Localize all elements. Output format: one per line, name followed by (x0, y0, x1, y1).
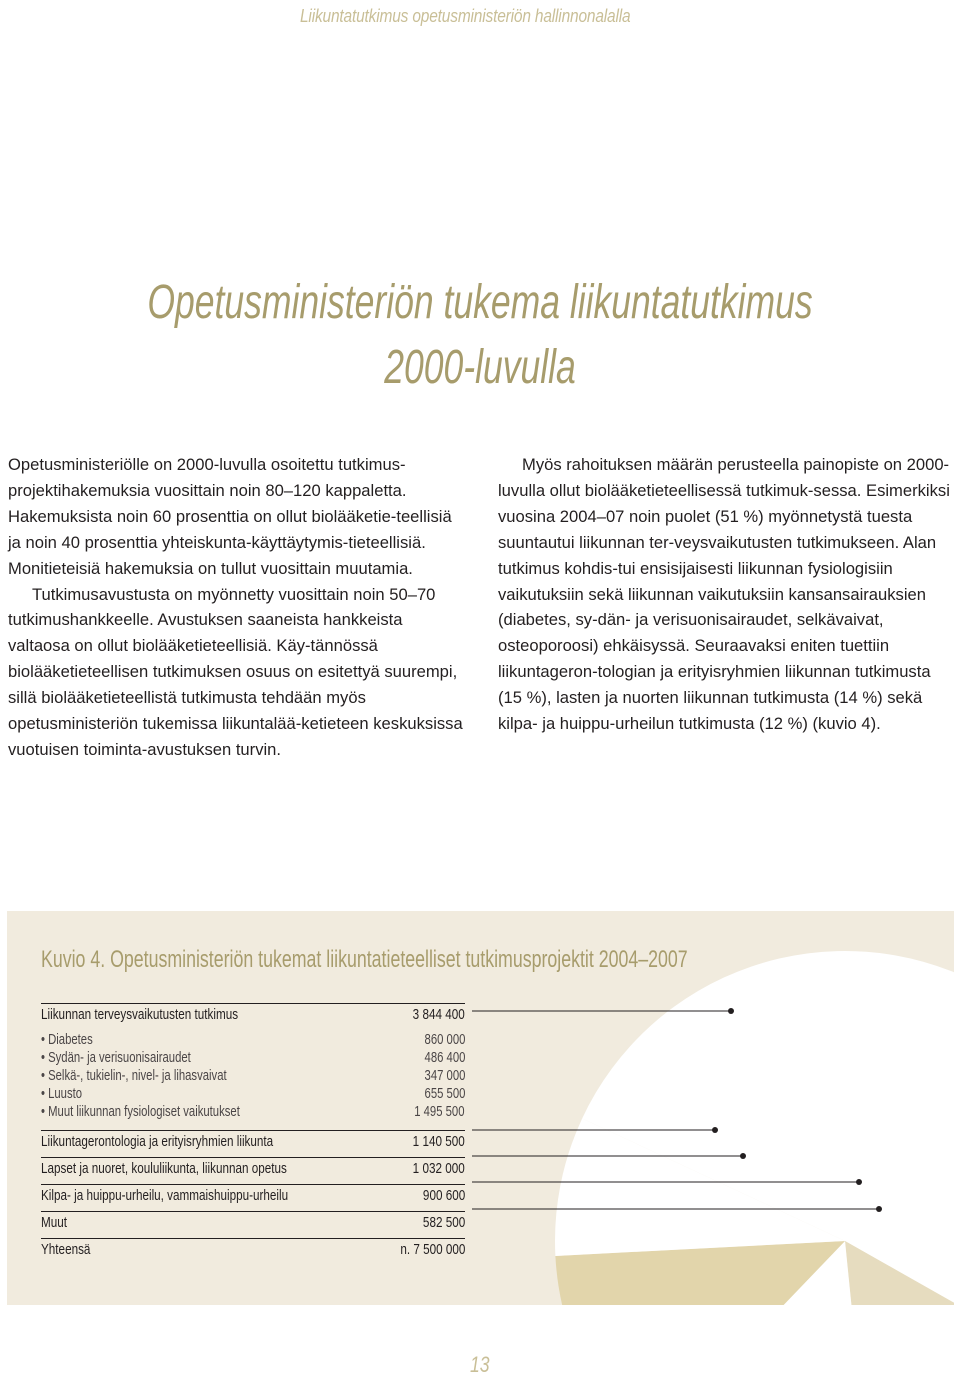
figure-box (7, 911, 954, 1305)
row-value: 900 600 (422, 1187, 465, 1204)
page-title-line-2: 2000-luvulla (384, 341, 576, 394)
row-label: Kilpa- ja huippu-urheilu, vammaishuippu-urheilu (41, 1187, 289, 1204)
row-value: 1 495 500 (414, 1104, 465, 1120)
row-label: Lapset ja nuoret, koululiikunta, liikunnan opetus (41, 1160, 287, 1177)
row-value: 1 140 500 (412, 1133, 465, 1150)
running-header: Liikuntatutkimus opetusministeriön hallinnonalalla (300, 6, 631, 26)
figure-caption: Kuvio 4. Opetusministeriön tukemat liikuntatieteelliset tutkimusprojektit 2004–2007 (41, 946, 688, 973)
row-value: 655 500 (424, 1086, 465, 1102)
left-paragraph-1: Opetusministeriölle on 2000-luvulla osoitettu tutkimus-projektihakemuksia vuosittain noin 80–120 kappaletta. Hakemuksista noin 60 prosenttia on ollut biolääketie-teellisiä ja noin 40 prosenttia yhteiskunta-käyttäytymis-tieteellisiä. Monitieteisiä hakemuksia on tullut vuosittain muutamia. (8, 455, 452, 578)
row-value: 486 400 (424, 1050, 465, 1066)
row-label: • Sydän- ja verisuonisairaudet (41, 1050, 191, 1066)
row-label: Liikuntagerontologia ja erityisryhmien liikunta (41, 1133, 274, 1150)
leader-dot (856, 1179, 862, 1185)
row-label: • Diabetes (41, 1032, 93, 1048)
row-label: • Selkä-, tukielin-, nivel- ja lihasvaivat (41, 1068, 227, 1084)
leader-dot (740, 1153, 746, 1159)
row-value: n. 7 500 000 (399, 1241, 465, 1258)
leader-dot (728, 1008, 734, 1014)
right-paragraph-1: Myös rahoituksen määrän perusteella painopiste on 2000-luvulla ollut biolääketieteellisessä tutkimuk-sessa. Esimerkiksi vuosina 2004–07 noin puolet (51 %) myönnetystä tuesta suuntautui liikunnan ter-veysvaikutusten tutkimukseen. Alan tutkimus kohdis-tui ensisijaisesti liikunnan fysiologisiin vaikutuksiin sekä liikunnan vaikutuksiin kansansairauksien (diabetes, sy-dän- ja verisuonisairaudet, selkävaivat, osteoporoosi) ehkäisyssä. Seuraavaksi eniten tuettiin liikuntageron-tologian ja erityisryhmien liikunnan tutkimusta (15 %), lasten ja nuorten liikunnan tutkimusta (14 %) sekä kilpa- ja huippu-urheilun tutkimusta (12 %) (kuvio 4). (498, 455, 950, 734)
row-value: 347 000 (424, 1068, 465, 1084)
pie-chart (7, 911, 954, 1305)
row-label: • Muut liikunnan fysiologiset vaikutukset (41, 1104, 240, 1120)
row-label: Yhteensä (41, 1241, 91, 1258)
page-title-line-1: Opetusministeriön tukema liikuntatutkimus (147, 276, 813, 329)
row-value: 860 000 (424, 1032, 465, 1048)
right-column (498, 452, 954, 737)
row-label: • Luusto (41, 1086, 83, 1102)
row-label: Muut (41, 1214, 68, 1231)
row-value: 1 032 000 (412, 1160, 465, 1177)
left-paragraph-2: Tutkimusavustusta on myönnetty vuosittain noin 50–70 tutkimushankkeelle. Avustuksen saaneista hankkeista valtaosa on ollut biolääketieteellisiä. Käy-tännössä biolääketieteellisen tutkimuksen osuus on esitettyä suurempi, sillä biolääketieteellistä tutkimusta tehdään myös opetusministeriön tukemissa liikuntalää-ketieteen keskuksissa vuotuisen toiminta-avustuksen turvin. (8, 584, 463, 759)
row-value: 582 500 (422, 1214, 465, 1231)
row-label: Liikunnan terveysvaikutusten tutkimus (41, 1006, 239, 1023)
leader-dot (712, 1127, 718, 1133)
page-number: 13 (470, 1352, 490, 1377)
row-value: 3 844 400 (412, 1006, 465, 1023)
left-column (8, 452, 463, 763)
leader-dot (876, 1206, 882, 1212)
